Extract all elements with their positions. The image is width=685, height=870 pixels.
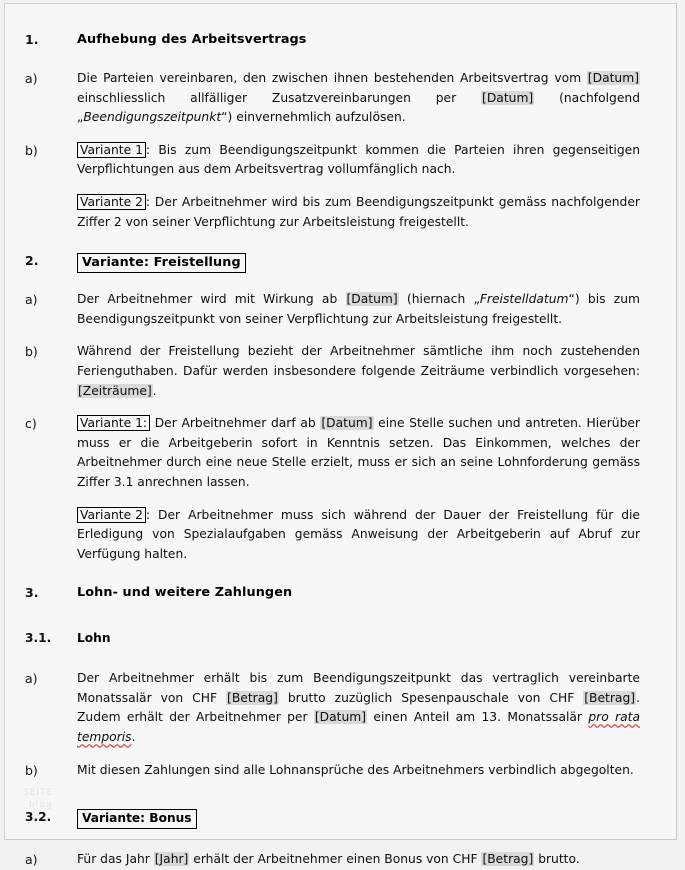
defined-term-beendigungszeitpunkt: Beendigungszeitpunkt [83,110,222,125]
paragraph-marker-3-1a: a) [25,671,38,687]
paragraph-2c [25,414,640,564]
variante-1-label[interactable]: Variante 1: [77,415,150,431]
heading-title-2[interactable]: Variante: Freistellung [77,253,246,273]
paragraph-2a [25,290,640,329]
heading-section-1 [25,30,640,50]
placeholder-datum[interactable]: [Datum] [346,292,398,307]
paragraph-marker-3-1b: b) [25,762,38,778]
heading-title-2-wrap [77,251,640,273]
placeholder-jahr[interactable]: [Jahr] [154,852,189,867]
placeholder-zeitraeume[interactable]: [Zeiträume] [78,383,152,398]
paragraph-text-2b [77,342,640,401]
defined-term-freistelldatum: Freistelldatum [479,292,569,307]
text-run: Der Arbeitnehmer erhält bis zum Beendigungszeitpunkt das vertraglich vereinbarte Monatssalär von CHF [77,671,640,705]
text-run: brutto zuzüglich Spesenpauschale von CHF [278,690,584,705]
text-run: einen Anteil am 13. Monatssalär [367,710,589,725]
heading-title-3-1: Lohn [77,631,111,646]
text-run: eine Stelle suchen und antreten. Hierüber muss er die Arbeitgeberin sofort in Kenntnis setzen. Das Einkommen, welches der Arbeitnehmer durch eine neue Stelle erzielt, muss er sich an seine Lohnforderung gemäss Ziffer 3.1 anrechnen lassen. [77,416,640,489]
watermark-line-2: blog [29,800,53,810]
variante-2-text [77,193,640,232]
text-run: “) bis zum Beendigungszeitpunkt von seiner Verpflichtung zur Arbeitsleistung freigestellt. [77,292,641,326]
paragraph-marker-2b: b) [25,344,38,360]
text-run: brutto. [534,852,580,867]
text-run: Für das Jahr [77,852,154,867]
placeholder-datum[interactable]: [Datum] [321,416,373,431]
paragraph-1a [25,69,640,128]
heading-title-3: Lohn- und weitere Zahlungen [77,585,293,601]
heading-number-1: 1. [25,32,39,47]
text-run: Der Arbeitnehmer wird mit Wirkung ab [77,292,346,307]
placeholder-datum[interactable]: [Datum] [587,71,639,85]
heading-title-3-2-wrap [77,807,640,829]
paragraph-body-1b [77,141,640,232]
heading-section-3 [25,583,640,603]
text-run: . [152,383,157,398]
heading-number-3-2: 3.2. [25,810,52,825]
heading-section-2 [25,251,640,273]
heading-title-3-2[interactable]: Variante: Bonus [77,809,197,829]
variante-1-label[interactable]: Variante 1 [77,142,146,158]
placeholder-datum[interactable]: [Datum] [482,90,534,105]
heading-title-1: Aufhebung des Arbeitsvertrags [77,32,307,47]
paragraph-3-1b [25,761,640,781]
text-run: Der Arbeitnehmer darf ab [150,416,321,431]
heading-number-3: 3. [25,585,39,601]
paragraph-text-2a [77,290,640,329]
document-page [4,3,677,868]
paragraph-body-2c [77,414,640,564]
text-run: : Bis zum Beendigungszeitpunkt kommen die Parteien ihren gegenseitigen Verpflichtungen aus dem Arbeitsvertrag vollumfänglich nach. [77,142,640,177]
text-run: . Zudem erhält der Arbeitnehmer per [77,690,640,725]
paragraph-3-2a [25,850,640,870]
text-run: . [131,730,136,745]
variante-2-label[interactable]: Variante 2 [77,507,146,523]
paragraph-text-3-1b: Mit diesen Zahlungen sind alle Lohnansprüche des Arbeitnehmers verbindlich abgegolten. [77,762,634,777]
watermark-line-1: SEITE [23,788,54,798]
paragraph-marker-2c: c) [25,416,37,432]
text-run: : Der Arbeitnehmer wird bis zum Beendigungszeitpunkt gemäss nachfolgender Ziffer 2 von seiner Verpflichtung zur Arbeitsleistung freigestellt. [77,194,640,229]
heading-section-3-2 [25,807,640,829]
placeholder-betrag[interactable]: [Betrag] [584,690,636,705]
latin-phrase-pro-rata-temporis: pro rata temporis [77,710,640,745]
paragraph-marker-1a: a) [25,71,38,86]
text-run: erhält der Arbeitnehmer einen Bonus von CHF [189,852,482,867]
placeholder-datum[interactable]: [Datum] [314,710,367,725]
document-body [5,4,676,868]
paragraph-text-1a [77,69,640,128]
placeholder-betrag[interactable]: [Betrag] [482,852,534,867]
text-run: (nachfolgend „ [77,90,640,125]
variante-2-text [77,506,640,565]
heading-number-3-1: 3.1. [25,631,52,646]
text-run: einschliesslich allfälliger Zusatzvereinbarungen per [77,90,482,105]
variante-2-label[interactable]: Variante 2 [77,194,146,210]
paragraph-marker-3-2a: a) [25,852,38,868]
variante-1-text [77,414,640,492]
placeholder-betrag[interactable]: [Betrag] [227,690,278,705]
heading-number-2: 2. [25,253,39,269]
text-run: Die Parteien vereinbaren, den zwischen ihnen bestehenden Arbeitsvertrag vom [77,71,587,85]
paragraph-marker-1b: b) [25,142,38,158]
heading-section-3-1 [25,628,640,648]
paragraph-marker-2a: a) [25,292,38,308]
paragraph-1b [25,141,640,232]
paragraph-2b [25,342,640,401]
text-run: (hiernach „ [398,292,480,307]
paragraph-3-1a [25,669,640,747]
text-run: Während der Freistellung bezieht der Arbeitnehmer sämtliche ihm noch zustehenden Ferienguthaben. Dafür werden insbesondere folgende Zeiträume verbindlich vorgesehen: [77,344,640,378]
text-run: “) einvernehmlich aufzulösen. [221,110,406,125]
variante-1-text [77,141,640,180]
paragraph-text-3-2a [77,850,640,870]
text-run: : Der Arbeitnehmer muss sich während der Dauer der Freistellung für die Erledigung von Spezialaufgaben gemäss Anweisung der Arbeitgeberin auf Abruf zur Verfügung halten. [77,507,640,561]
paragraph-text-3-1a [77,669,640,747]
